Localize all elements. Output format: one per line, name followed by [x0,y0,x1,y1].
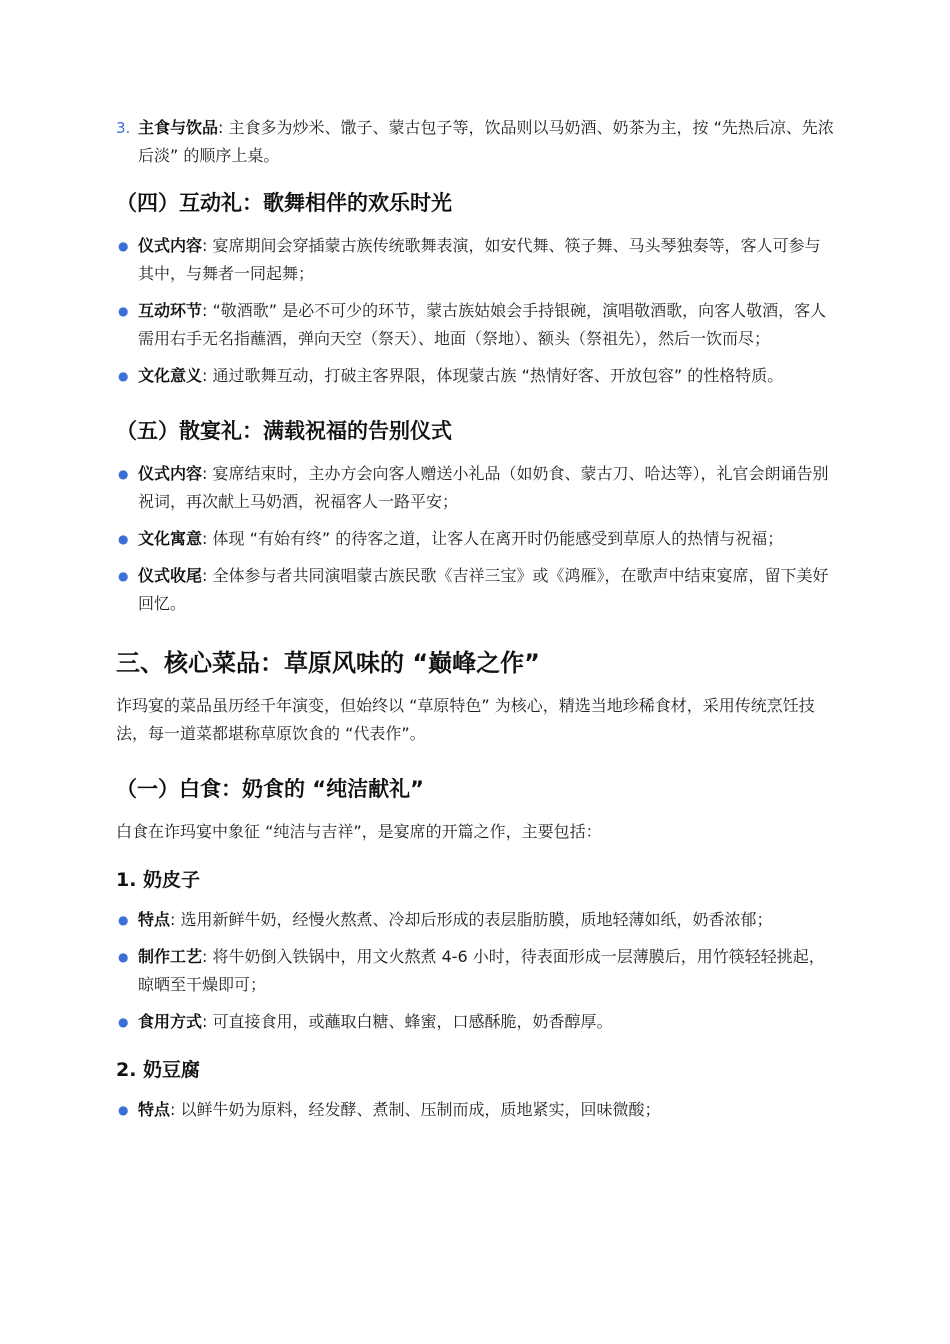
item-title: 食用方式 [138,1012,203,1031]
item-title: 仪式收尾 [138,566,203,585]
paragraph: 诈玛宴的菜品虽历经千年演变，但始终以 “草原特色” 为核心，精选当地珍稀食材，采用传统烹饪技法，每一道菜都堪称草原饮食的 “代表作”。 [116,696,815,743]
item-body: 体现 “有始有终” 的待客之道，让客人在离开时仍能感受到草原人的热情与祝福； [212,529,784,548]
section-heading: （五）散宴礼：满载祝福的告别仪式 [116,419,452,443]
item-body: 宴席期间会穿插蒙古族传统歌舞表演，如安代舞、筷子舞、马头琴独奏等，客人可参与其中，与舞者一同起舞； [138,236,821,283]
list-item [116,906,836,934]
list-item-text [138,232,836,288]
section-heading: （一）白食：奶食的 “纯洁献礼” [116,777,424,801]
list-item-text [138,297,836,353]
bullet-icon: ● [118,569,129,583]
item-separator: : [202,366,208,385]
item-body: 主食多为炒米、馓子、蒙古包子等，饮品则以马奶酒、奶茶为主，按 “先热后凉、先浓后淡” 的顺序上桌。 [138,118,834,165]
item-body: 全体参与者共同演唱蒙古族民歌《吉祥三宝》或《鸿雁》，在歌声中结束宴席，留下美好回忆。 [138,566,829,613]
list-item-text [138,943,836,999]
item-separator: : [202,301,208,320]
list-item [116,232,836,288]
numbered-list [116,114,836,170]
list-item [116,943,836,999]
list-item [116,525,836,553]
item-separator: : [202,566,208,585]
paragraph: 白食在诈玛宴中象征 “纯洁与吉祥”，是宴席的开篇之作，主要包括： [116,822,602,841]
subsection-heading: 1. 奶皮子 [116,869,201,891]
item-separator: : [170,1100,176,1119]
bullet-list [116,906,836,1036]
list-item [116,562,836,618]
item-body: 选用新鲜牛奶，经慢火熬煮、冷却后形成的表层脂肪膜，质地轻薄如纸，奶香浓郁； [180,910,773,929]
list-item-text [138,362,836,390]
list-item-text [138,114,836,170]
item-body: 以鲜牛奶为原料，经发酵、煮制、压制而成，质地紧实，回味微酸； [180,1100,661,1119]
item-body: 通过歌舞互动，打破主客界限，体现蒙古族 “热情好客、开放包容” 的性格特质。 [212,366,784,385]
item-separator: : [202,529,208,548]
list-item [116,297,836,353]
bullet-icon: ● [118,1015,129,1029]
bullet-icon: ● [118,913,129,927]
bullet-icon: ● [118,950,129,964]
list-item-text [138,460,836,516]
item-title: 仪式内容 [138,464,203,483]
item-separator: : [218,118,224,137]
item-title: 主食与饮品 [138,118,219,137]
section-heading: （四）互动礼：歌舞相伴的欢乐时光 [116,191,452,215]
item-body: 宴席结束时，主办方会向客人赠送小礼品（如奶食、蒙古刀、哈达等），礼官会朗诵告别祝词，再次献上马奶酒，祝福客人一路平安； [138,464,829,511]
list-item [116,1096,836,1124]
item-body: 可直接食用，或蘸取白糖、蜂蜜，口感酥脆，奶香醇厚。 [212,1012,613,1031]
list-item-text [138,906,836,934]
list-item-text [138,1008,836,1036]
item-separator: : [202,236,208,255]
item-title: 制作工艺 [138,947,203,966]
bullet-list [116,1096,836,1124]
bullet-icon: ● [118,304,129,318]
chapter-heading: 三、核心菜品：草原风味的 “巅峰之作” [116,649,540,677]
bullet-icon: ● [118,239,129,253]
list-item-text [138,1096,836,1124]
list-number: 3. [116,119,131,137]
list-item-text [138,562,836,618]
subsection-heading: 2. 奶豆腐 [116,1059,201,1081]
list-item [116,1008,836,1036]
bullet-list [116,460,836,618]
bullet-icon: ● [118,467,129,481]
bullet-icon: ● [118,369,129,383]
item-separator: : [202,947,208,966]
bullet-icon: ● [118,532,129,546]
item-separator: : [202,464,208,483]
item-body: “敬酒歌” 是必不可少的环节，蒙古族姑娘会手持银碗，演唱敬酒歌，向客人敬酒，客人需用右手无名指蘸酒，弹向天空（祭天）、地面（祭地）、额头（祭祖先），然后一饮而尽； [138,301,827,348]
list-item-text [138,525,836,553]
item-separator: : [202,1012,208,1031]
item-body: 将牛奶倒入铁锅中，用文火熬煮 4-6 小时，待表面形成一层薄膜后，用竹筷轻轻挑起，晾晒至干燥即可； [138,947,825,994]
item-title: 特点 [138,1100,171,1119]
list-item [116,460,836,516]
item-title: 互动环节 [138,301,203,320]
document-body [116,114,836,1136]
list-item [116,362,836,390]
bullet-list [116,232,836,390]
item-title: 特点 [138,910,171,929]
item-separator: : [170,910,176,929]
item-title: 仪式内容 [138,236,203,255]
item-title: 文化寓意 [138,529,203,548]
bullet-icon: ● [118,1103,129,1117]
item-title: 文化意义 [138,366,203,385]
list-item [116,114,836,170]
